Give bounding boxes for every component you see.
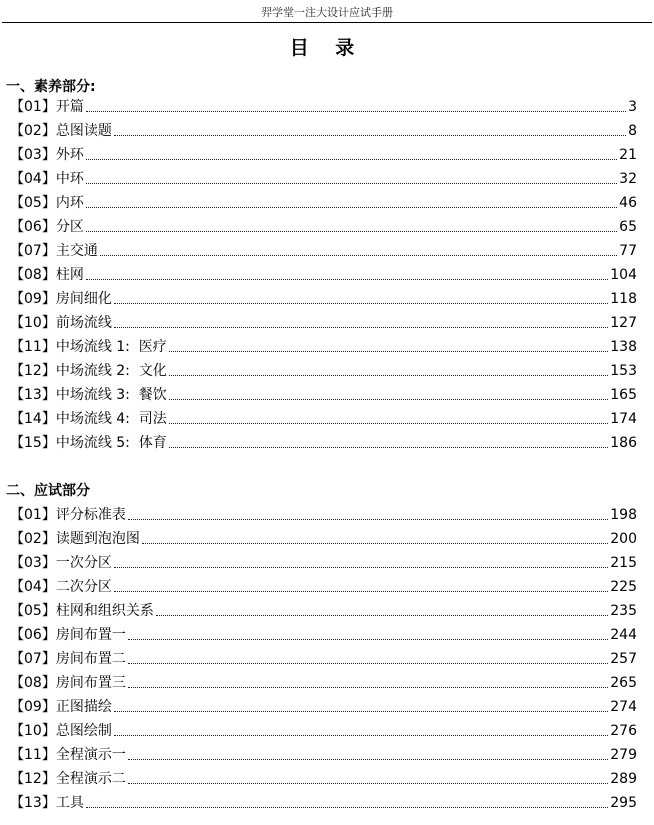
- toc-entry-label: 全程演示二: [55, 771, 126, 787]
- toc-entry-page-number: 244: [610, 627, 637, 643]
- dot-leader: [128, 663, 608, 664]
- toc-entry[interactable]: [10, 334, 637, 358]
- dot-leader: [169, 423, 608, 424]
- dot-leader: [114, 567, 608, 568]
- toc-entry[interactable]: [10, 190, 637, 214]
- toc-entry-number: 【09】: [10, 291, 56, 307]
- toc-entry-number: 【10】: [10, 315, 56, 331]
- dot-leader: [114, 591, 608, 592]
- dot-leader: [169, 447, 608, 448]
- toc-entry-number: 【04】: [10, 579, 56, 595]
- dot-leader: [128, 639, 608, 640]
- toc-entry[interactable]: [10, 718, 637, 742]
- toc-entry-page-number: 153: [610, 363, 637, 379]
- dot-leader: [114, 135, 626, 136]
- toc-entry[interactable]: [10, 310, 637, 334]
- toc-entry-page-number: 65: [619, 219, 637, 235]
- dot-leader: [86, 807, 608, 808]
- toc-entry-number: 【01】: [10, 507, 56, 523]
- toc-entry-label: 中场流线 5: 体育: [55, 435, 167, 451]
- toc-entry[interactable]: [10, 262, 637, 286]
- toc-entry[interactable]: [10, 142, 637, 166]
- toc-entry-number: 【01】: [10, 99, 56, 115]
- toc-entry-page-number: 257: [610, 651, 637, 667]
- toc-list-literacy: [10, 94, 637, 454]
- dot-leader: [156, 615, 608, 616]
- toc-entry-number: 【09】: [10, 699, 56, 715]
- toc-entry-label: 柱网: [55, 267, 84, 283]
- toc-entry-page-number: 138: [610, 339, 637, 355]
- toc-entry-page-number: 32: [619, 171, 637, 187]
- toc-entry-number: 【03】: [10, 555, 56, 571]
- toc-entry-page-number: 77: [619, 243, 637, 259]
- toc-entry[interactable]: [10, 790, 637, 814]
- toc-entry-page-number: 276: [610, 723, 637, 739]
- page-title: 目 录: [289, 37, 365, 59]
- toc-entry-number: 【14】: [10, 411, 56, 427]
- toc-entry[interactable]: [10, 742, 637, 766]
- toc-entry-page-number: 118: [610, 291, 637, 307]
- toc-entry-number: 【13】: [10, 387, 56, 403]
- toc-entry-number: 【06】: [10, 627, 56, 643]
- toc-entry-label: 柱网和组织关系: [55, 603, 154, 619]
- toc-entry-label: 房间布置一: [55, 627, 126, 643]
- toc-entry-label: 房间布置二: [55, 651, 126, 667]
- toc-entry-page-number: 174: [610, 411, 637, 427]
- toc-entry[interactable]: [10, 694, 637, 718]
- toc-entry-label: 开篇: [55, 99, 84, 115]
- toc-entry-label: 房间细化: [55, 291, 112, 307]
- dot-leader: [114, 711, 608, 712]
- toc-entry[interactable]: [10, 574, 637, 598]
- dot-leader: [142, 543, 608, 544]
- dot-leader: [128, 519, 608, 520]
- dot-leader: [86, 111, 626, 112]
- toc-entry-label: 正图描绘: [55, 699, 112, 715]
- toc-entry-number: 【15】: [10, 435, 56, 451]
- toc-entry-label: 总图绘制: [55, 723, 112, 739]
- toc-entry[interactable]: [10, 502, 637, 526]
- toc-entry-page-number: 215: [610, 555, 637, 571]
- dot-leader: [114, 327, 608, 328]
- toc-entry-number: 【08】: [10, 267, 56, 283]
- toc-entry-label: 一次分区: [55, 555, 112, 571]
- dot-leader: [86, 231, 617, 232]
- toc-entry[interactable]: [10, 358, 637, 382]
- running-header: 羿学堂一注大设计应试手册: [261, 6, 393, 19]
- toc-entry[interactable]: [10, 214, 637, 238]
- section-heading-exam: 二、应试部分: [6, 483, 90, 499]
- toc-entry-page-number: 8: [628, 123, 637, 139]
- toc-entry-page-number: 127: [610, 315, 637, 331]
- toc-entry-page-number: 3: [628, 99, 637, 115]
- toc-entry-page-number: 289: [610, 771, 637, 787]
- toc-entry-page-number: 295: [610, 795, 637, 811]
- toc-entry-label: 中环: [55, 171, 84, 187]
- header-rule: [2, 22, 652, 23]
- toc-entry-number: 【07】: [10, 651, 56, 667]
- dot-leader: [128, 687, 608, 688]
- toc-entry-label: 主交通: [55, 243, 98, 259]
- dot-leader: [86, 183, 617, 184]
- toc-entry-page-number: 104: [610, 267, 637, 283]
- toc-entry-label: 中场流线 2: 文化: [55, 363, 167, 379]
- toc-entry-label: 全程演示一: [55, 747, 126, 763]
- toc-entry[interactable]: [10, 550, 637, 574]
- toc-entry-label: 读题到泡泡图: [55, 531, 140, 547]
- toc-entry-label: 中场流线 3: 餐饮: [55, 387, 167, 403]
- toc-entry-page-number: 225: [610, 579, 637, 595]
- toc-entry-number: 【02】: [10, 531, 56, 547]
- toc-entry[interactable]: [10, 766, 637, 790]
- toc-entry-number: 【11】: [10, 747, 56, 763]
- toc-entry-page-number: 279: [610, 747, 637, 763]
- toc-entry-label: 房间布置三: [55, 675, 126, 691]
- toc-entry[interactable]: [10, 646, 637, 670]
- toc-entry-page-number: 235: [610, 603, 637, 619]
- toc-entry[interactable]: [10, 430, 637, 454]
- toc-entry-number: 【13】: [10, 795, 56, 811]
- toc-entry[interactable]: [10, 526, 637, 550]
- toc-entry[interactable]: [10, 622, 637, 646]
- toc-entry[interactable]: [10, 118, 637, 142]
- toc-entry-number: 【08】: [10, 675, 56, 691]
- toc-entry-page-number: 186: [610, 435, 637, 451]
- toc-entry-number: 【05】: [10, 603, 56, 619]
- toc-entry-label: 二次分区: [55, 579, 112, 595]
- toc-entry-number: 【03】: [10, 147, 56, 163]
- toc-entry-number: 【07】: [10, 243, 56, 259]
- dot-leader: [128, 783, 608, 784]
- toc-entry-label: 中场流线 4: 司法: [55, 411, 167, 427]
- dot-leader: [128, 759, 608, 760]
- toc-entry-page-number: 46: [619, 195, 637, 211]
- toc-entry-page-number: 265: [610, 675, 637, 691]
- dot-leader: [169, 399, 608, 400]
- toc-entry-number: 【06】: [10, 219, 56, 235]
- toc-list-exam: [10, 502, 637, 814]
- toc-entry-label: 工具: [55, 795, 84, 811]
- toc-entry-label: 总图读题: [55, 123, 112, 139]
- toc-entry-number: 【04】: [10, 171, 56, 187]
- toc-entry-page-number: 198: [610, 507, 637, 523]
- toc-entry-number: 【02】: [10, 123, 56, 139]
- toc-entry-label: 前场流线: [55, 315, 112, 331]
- toc-entry-number: 【11】: [10, 339, 56, 355]
- toc-entry-label: 外环: [55, 147, 84, 163]
- toc-entry-label: 内环: [55, 195, 84, 211]
- dot-leader: [86, 207, 617, 208]
- toc-entry[interactable]: [10, 406, 637, 430]
- toc-entry-page-number: 165: [610, 387, 637, 403]
- toc-entry-number: 【05】: [10, 195, 56, 211]
- toc-entry[interactable]: [10, 94, 637, 118]
- toc-entry-number: 【12】: [10, 771, 56, 787]
- toc-entry-page-number: 21: [619, 147, 637, 163]
- toc-entry[interactable]: [10, 598, 637, 622]
- toc-entry[interactable]: [10, 382, 637, 406]
- dot-leader: [86, 159, 617, 160]
- toc-entry-number: 【10】: [10, 723, 56, 739]
- toc-entry-number: 【12】: [10, 363, 56, 379]
- section-heading-literacy: 一、素养部分:: [6, 79, 96, 95]
- toc-entry[interactable]: [10, 670, 637, 694]
- toc-entry-page-number: 200: [610, 531, 637, 547]
- toc-entry-label: 中场流线 1: 医疗: [55, 339, 167, 355]
- toc-entry[interactable]: [10, 238, 637, 262]
- dot-leader: [100, 255, 617, 256]
- toc-entry[interactable]: [10, 286, 637, 310]
- toc-entry[interactable]: [10, 166, 637, 190]
- dot-leader: [169, 375, 608, 376]
- dot-leader: [86, 279, 608, 280]
- toc-entry-page-number: 274: [610, 699, 637, 715]
- dot-leader: [114, 735, 608, 736]
- dot-leader: [114, 303, 608, 304]
- toc-entry-label: 分区: [55, 219, 84, 235]
- dot-leader: [169, 351, 608, 352]
- toc-entry-label: 评分标准表: [55, 507, 126, 523]
